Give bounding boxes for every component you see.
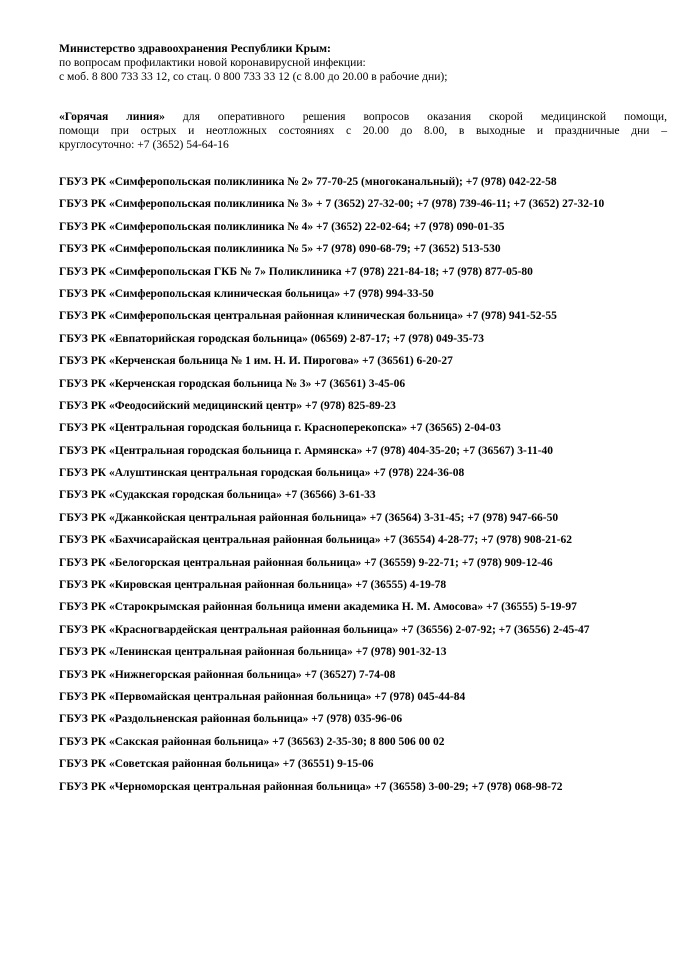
hospital-item: ГБУЗ РК «Симферопольская поликлиника № 2» 77-70-25 (многоканальный); +7 (978) 042-22-58 [59,176,557,188]
hospital-item: ГБУЗ РК «Алуштинская центральная городская больница» +7 (978) 224-36-08 [59,467,465,480]
hospital-item: ГБУЗ РК «Керченская больница № 1 им. Н. И. Пирогова» +7 (36561) 6-20-27 [59,355,453,368]
hotline-paragraph [59,110,667,152]
hospital-item: ГБУЗ РК «Сакская районная больница» +7 (36563) 2-35-30; 8 800 506 00 02 [59,735,445,748]
ministry-line-2: с моб. 8 800 733 33 12, со стац. 0 800 733 33 12 (с 8.00 до 20.00 в рабочие дни); [59,70,448,83]
hospital-item: ГБУЗ РК «Раздольненская районная больница» +7 (978) 035-96-06 [59,713,403,726]
hospital-item: ГБУЗ РК «Первомайская центральная районная больница» +7 (978) 045-44-84 [59,690,466,703]
hospital-item: ГБУЗ РК «Старокрымская районная больница имени академика Н. М. Амосова» +7 (36555) 5-19-97 [59,601,577,614]
hospital-item: ГБУЗ РК «Черноморская центральная районная больница» +7 (36558) 3-00-29; +7 (978) 068-98-72 [59,780,563,793]
hospital-item: ГБУЗ РК «Симферопольская поликлиника № 4» +7 (3652) 22-02-64; +7 (978) 090-01-35 [59,220,505,233]
hospital-item: ГБУЗ РК «Симферопольская поликлиника № 5» +7 (978) 090-68-79; +7 (3652) 513-530 [59,243,501,256]
ministry-title: Министерство здравоохранения Республики Крым: [59,42,331,55]
hospital-item: ГБУЗ РК «Джанкойская центральная районная больница» +7 (36564) 3-31-45; +7 (978) 947-66-50 [59,511,559,524]
hospital-item: ГБУЗ РК «Бахчисарайская центральная районная больница» +7 (36554) 4-28-77; +7 (978) 908-21-62 [59,534,572,547]
hospital-item: ГБУЗ РК «Центральная городская больница г. Армянска» +7 (978) 404-35-20; +7 (36567) 3-11-40 [59,444,554,457]
hotline-bold-label: «Горячая линия» [59,110,165,123]
hospital-item: ГБУЗ РК «Судакская городская больница» +7 (36566) 3-61-33 [59,489,376,502]
hospital-item: ГБУЗ РК «Симферопольская клиническая больница» +7 (978) 994-33-50 [59,287,434,300]
hospital-item: ГБУЗ РК «Кировская центральная районная больница» +7 (36555) 4-19-78 [59,579,447,592]
hospital-item: ГБУЗ РК «Красногвардейская центральная районная больница» +7 (36556) 2-07-92; +7 (36556) 2-45-47 [59,623,590,636]
hospital-item: ГБУЗ РК «Белогорская центральная районная больница» +7 (36559) 9-22-71; +7 (978) 909-12-46 [59,556,553,569]
hospital-item: ГБУЗ РК «Советская районная больница» +7 (36551) 9-15-06 [59,758,374,771]
ministry-line-1: по вопросам профилактики новой коронавирусной инфекции: [59,56,366,69]
hospital-item: ГБУЗ РК «Ленинская центральная районная больница» +7 (978) 901-32-13 [59,646,447,659]
hotline-line-1 [59,110,667,124]
hotline-line-1-rest: для оперативного решения вопросов оказания скорой медицинской помощи, [164,110,668,123]
hospital-item: ГБУЗ РК «Феодосийский медицинский центр» +7 (978) 825-89-23 [59,399,396,412]
hospital-item: ГБУЗ РК «Евпаторийская городская больница» (06569) 2-87-17; +7 (978) 049-35-73 [59,332,484,345]
hospital-item: ГБУЗ РК «Нижнегорская районная больница» +7 (36527) 7-74-08 [59,668,396,681]
hospital-item: ГБУЗ РК «Центральная городская больница г. Красноперекопска» +7 (36565) 2-04-03 [59,422,501,435]
hotline-line-3: круглосуточно: +7 (3652) 54-64-16 [59,138,229,151]
hotline-line-2: помощи при острых и неотложных состояниях с 20.00 до 8.00, в выходные и праздничные дни – [59,124,667,137]
hospital-item: ГБУЗ РК «Симферопольская ГКБ № 7» Поликлиника +7 (978) 221-84-18; +7 (978) 877-05-80 [59,265,533,278]
ministry-contacts [59,42,669,84]
hospital-item: ГБУЗ РК «Симферопольская центральная районная клиническая больница» +7 (978) 941-52-55 [59,310,557,323]
hospital-item: ГБУЗ РК «Керченская городская больница № 3» +7 (36561) 3-45-06 [59,377,406,390]
hospital-item: ГБУЗ РК «Симферопольская поликлиника № 3» + 7 (3652) 27-32-00; +7 (978) 739-46-11; +7 (3652) 27-32-10 [59,198,605,211]
hospital-list [59,174,689,801]
